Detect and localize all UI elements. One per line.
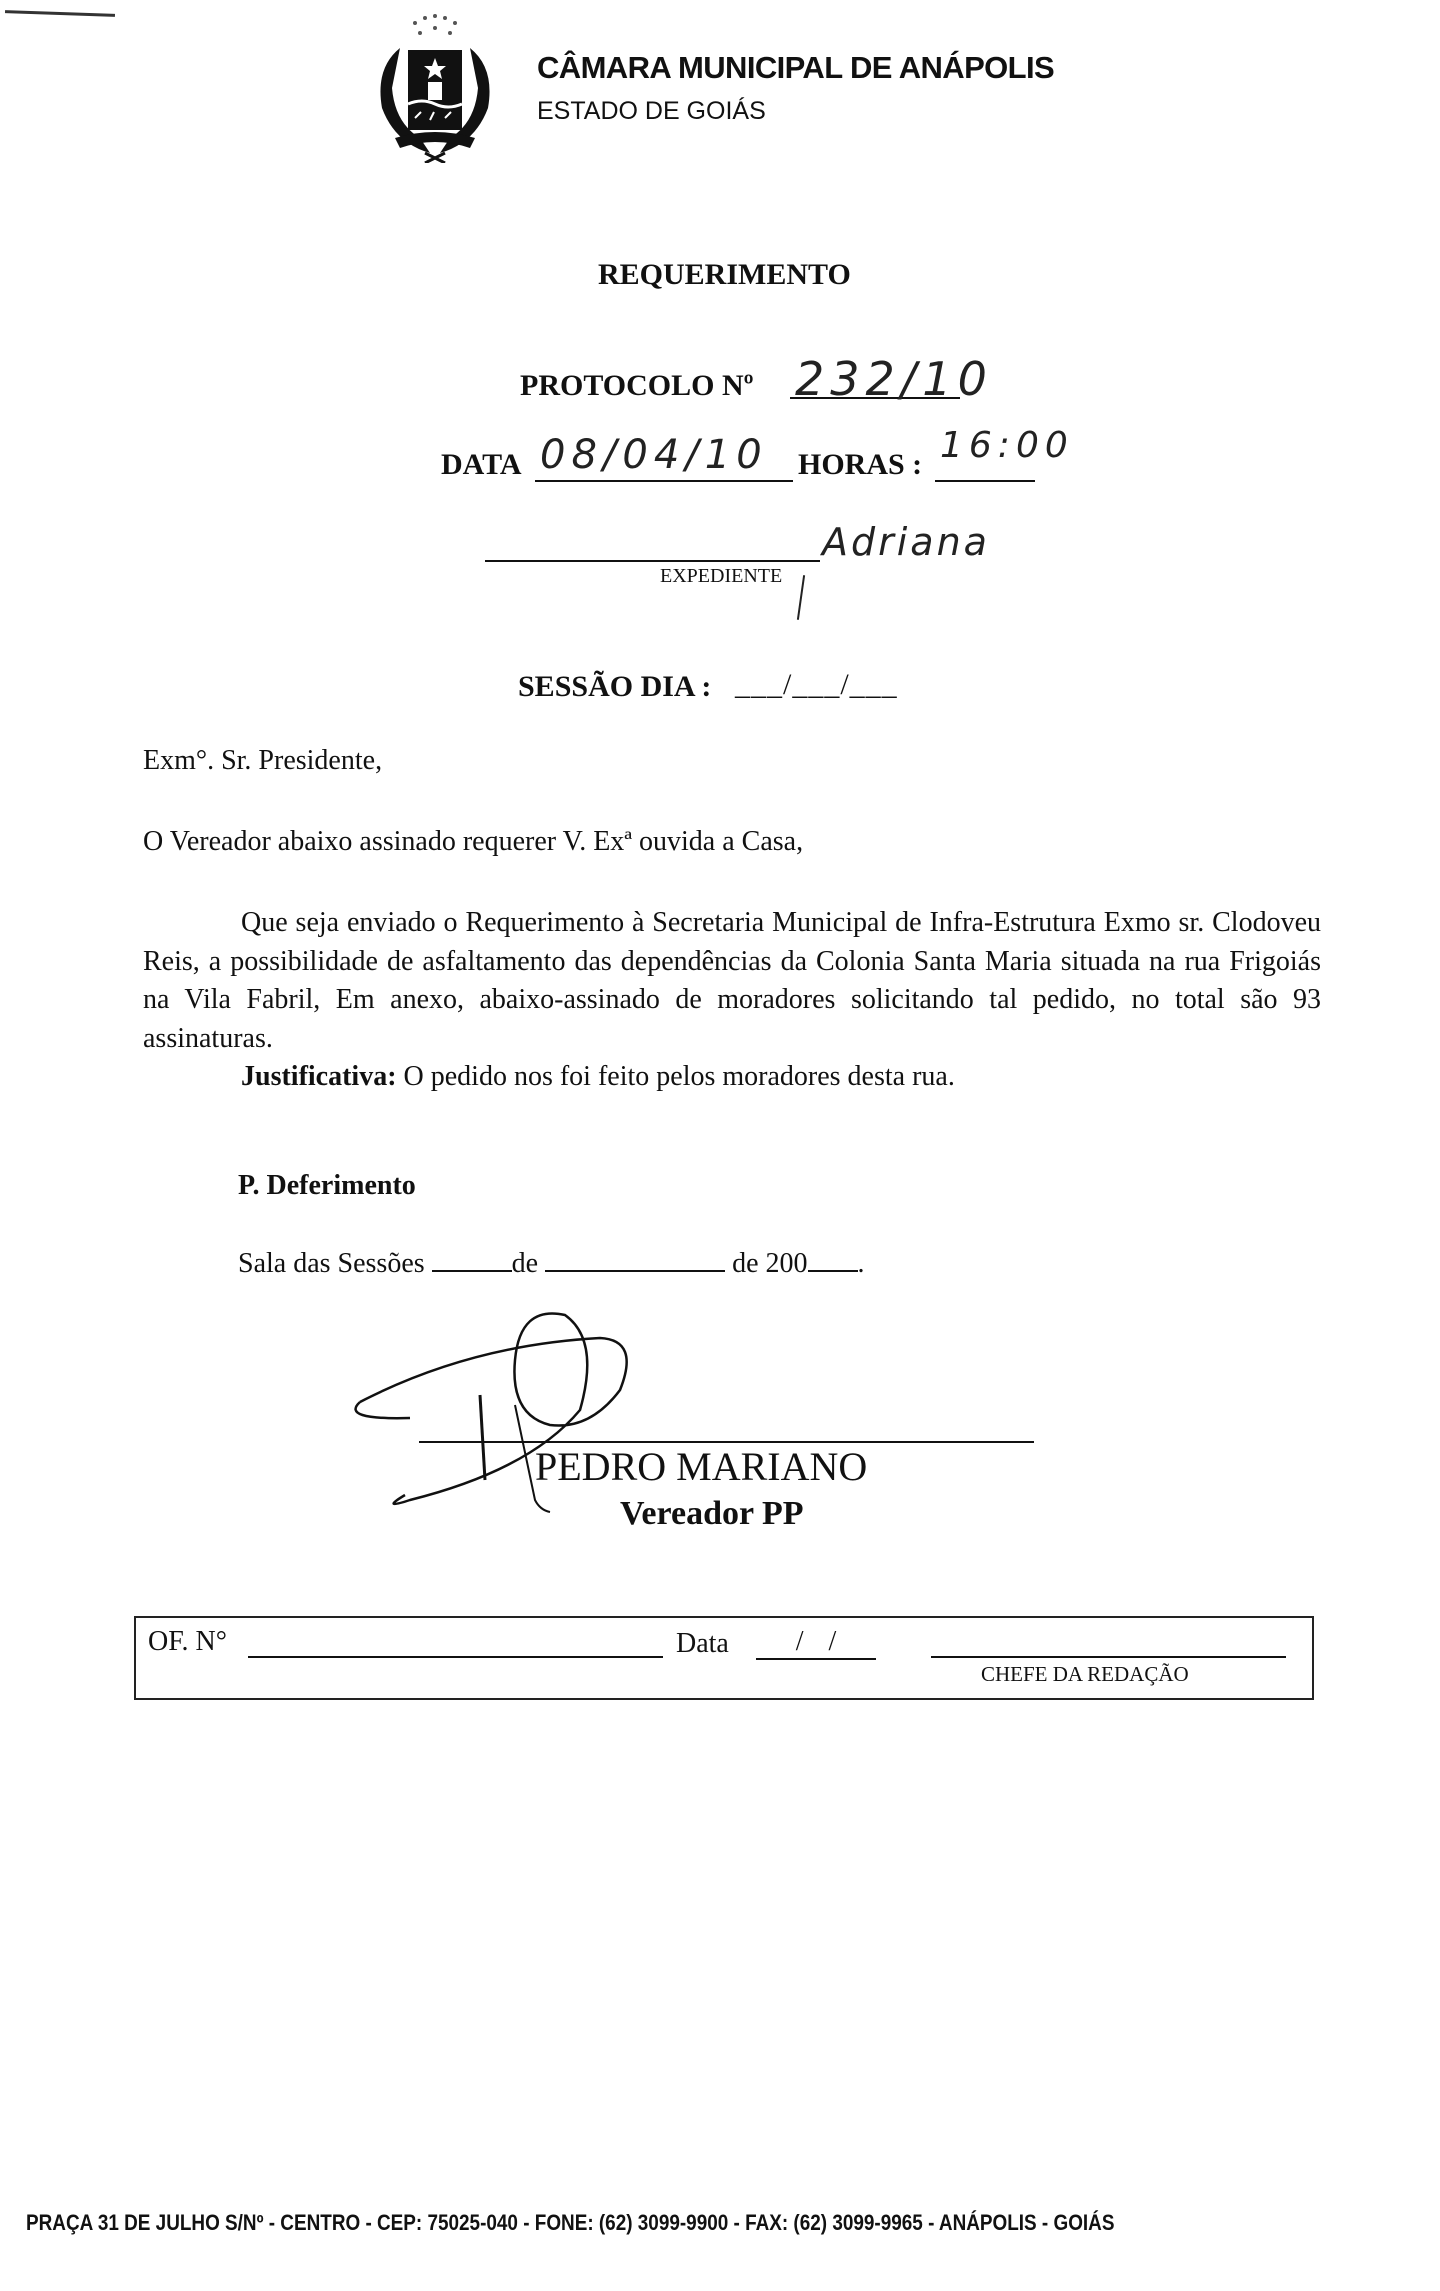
closing-text: P. Deferimento — [238, 1170, 416, 1201]
of-data-label: Data — [676, 1628, 729, 1659]
expediente-stroke — [797, 575, 805, 620]
header-title: CÂMARA MUNICIPAL DE ANÁPOLIS — [537, 50, 1055, 85]
signer-role: Vereador PP — [620, 1495, 804, 1532]
request-text: Que seja enviado o Requerimento à Secretaria Municipal de Infra-Estrutura Exmo sr. Clodoveu Reis, a possibilidade de asfaltamento das dependências da Colonia Santa Maria situada na rua Frigoiás na Vila Fabril, Em anexo, abaixo-assinado de moradores solicitando tal pedido, no total são 93 assinaturas. — [143, 907, 1321, 1054]
expediente-line — [485, 560, 820, 562]
day-field[interactable] — [432, 1269, 512, 1272]
intro-text: O Vereador abaixo assinado requerer V. Exª ouvida a Casa, — [143, 826, 804, 857]
data-label: DATA — [441, 448, 522, 481]
horas-field[interactable] — [935, 480, 1035, 482]
month-field[interactable] — [545, 1269, 725, 1272]
year-field[interactable] — [808, 1269, 858, 1272]
sala-de-2: de 200 — [732, 1248, 808, 1279]
coat-of-arms-logo — [370, 8, 500, 163]
of-number-field[interactable] — [248, 1656, 663, 1658]
sala-de-1: de — [511, 1248, 539, 1279]
expediente-label: EXPEDIENTE — [660, 565, 783, 587]
horas-label: HORAS : — [798, 448, 923, 481]
footer-address: PRAÇA 31 DE JULHO S/Nº - CENTRO - CEP: 75025-040 - FONE: (62) 3099-9900 - FAX: (62) 3099-9965 - ANÁPOLIS - GOIÁS — [26, 2210, 1115, 2235]
justification — [143, 1058, 1321, 1097]
sessao-date-field[interactable]: ___/___/___ — [735, 668, 898, 701]
of-data-field[interactable]: / / — [756, 1626, 876, 1660]
sala-das-sessoes-line — [238, 1248, 865, 1280]
chefe-signature-line — [931, 1656, 1286, 1658]
data-field[interactable] — [535, 480, 793, 482]
data-handwritten: 08/04/10 — [540, 432, 768, 478]
salutation: Exm°. Sr. Presidente, — [143, 745, 383, 776]
sala-prefix: Sala das Sessões — [238, 1248, 425, 1279]
sessao-label: SESSÃO DIA : — [518, 670, 712, 703]
chefe-label: CHEFE DA REDAÇÃO — [981, 1662, 1189, 1686]
signer-name: PEDRO MARIANO — [535, 1444, 868, 1489]
of-label: OF. N° — [148, 1626, 227, 1657]
protocolo-label: PROTOCOLO Nº — [520, 369, 754, 402]
horas-handwritten: 16:00 — [940, 425, 1074, 466]
protocolo-handwritten: 232/10 — [795, 352, 993, 406]
sala-end: . — [857, 1248, 865, 1279]
office-box — [134, 1616, 1314, 1700]
justification-label: Justificativa: — [241, 1061, 397, 1092]
header-subtitle: ESTADO DE GOIÁS — [537, 97, 766, 125]
document-title: REQUERIMENTO — [598, 258, 851, 291]
justification-text: O pedido nos foi feito pelos moradores desta rua. — [396, 1061, 955, 1092]
expediente-handwritten-signature: Adriana — [822, 520, 990, 564]
scan-mark — [5, 10, 115, 17]
request-paragraph — [143, 904, 1321, 1097]
